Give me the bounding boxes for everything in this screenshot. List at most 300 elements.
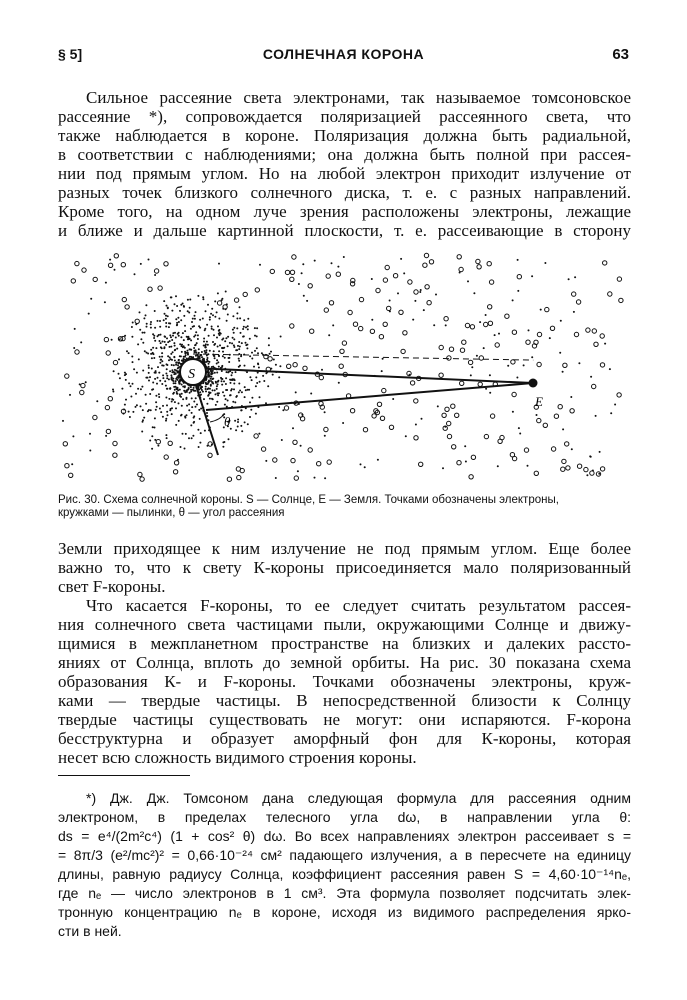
text-line: Сильное рассеяние света электронами, так называемое томсоновское (86, 88, 631, 107)
electron-dot (232, 329, 234, 331)
electron-dot (125, 399, 127, 401)
electron-dot (187, 336, 189, 338)
electron-dot (145, 377, 147, 379)
electron-dot (184, 347, 186, 349)
electron-dot (145, 394, 147, 396)
electron-dot (389, 300, 391, 302)
electron-dot (162, 377, 164, 379)
section-number: § 5] (58, 46, 83, 62)
electron-dot (164, 346, 166, 348)
electron-dot (181, 405, 183, 407)
dust-particle (71, 279, 75, 283)
dust-particle (385, 265, 389, 269)
electron-dot (213, 329, 215, 331)
electron-dot (216, 363, 218, 365)
dust-particle (576, 300, 580, 304)
electron-dot (169, 388, 171, 390)
dust-particle (460, 381, 464, 385)
electron-dot (145, 304, 147, 306)
electron-dot (181, 384, 183, 386)
electron-dot (187, 299, 189, 301)
dust-particle (329, 301, 333, 305)
dust-particle (551, 447, 555, 451)
electron-dot (204, 329, 206, 331)
electron-dot (168, 322, 170, 324)
electron-dot (135, 406, 137, 408)
electron-dot (239, 306, 241, 308)
electron-dot (218, 366, 220, 368)
dust-particle (484, 434, 488, 438)
electron-dot (174, 401, 176, 403)
electron-dot (245, 326, 247, 328)
electron-dot (306, 300, 308, 302)
electron-dot (238, 358, 240, 360)
electron-dot (445, 324, 447, 326)
electron-dot (178, 335, 180, 337)
electron-dot (230, 390, 232, 392)
electron-dot (247, 318, 249, 320)
dust-particle (524, 448, 528, 452)
dust-particle (537, 332, 541, 336)
electron-dot (592, 470, 594, 472)
electron-dot (175, 362, 177, 364)
electron-dot (249, 401, 251, 403)
electron-dot (188, 409, 190, 411)
electron-dot (184, 391, 186, 393)
sun-label: S (188, 367, 195, 382)
electron-dot (165, 344, 167, 346)
footnote-line: длины, равную радиусу Солнца, коэффициент рассеяния равен S = 4,60·10⁻¹⁴nₑ, (58, 866, 631, 882)
electron-dot (158, 372, 160, 374)
scattered-ray (206, 383, 533, 410)
electron-dot (128, 352, 130, 354)
electron-dot (412, 319, 414, 321)
electron-dot (467, 280, 469, 282)
text-line: Кроме того, на одном луче зрения расположены электроны, лежащие (58, 202, 631, 221)
electron-dot (161, 364, 163, 366)
electron-dot (200, 354, 202, 356)
electron-dot (200, 432, 202, 434)
electron-dot (217, 325, 219, 327)
electron-dot (231, 374, 233, 376)
electron-dot (169, 370, 171, 372)
electron-dot (531, 356, 533, 358)
electron-dot (218, 350, 220, 352)
electron-dot (233, 332, 235, 334)
electron-dot (158, 393, 160, 395)
electron-dot (275, 477, 277, 479)
electron-dot (166, 404, 168, 406)
electron-dot (182, 433, 184, 435)
dust-particle (427, 301, 431, 305)
electron-dot (590, 376, 592, 378)
electron-dot (178, 366, 180, 368)
electron-dot (197, 338, 199, 340)
electron-dot (268, 344, 270, 346)
electron-dot (197, 429, 199, 431)
electron-dot (180, 336, 182, 338)
electron-dot (233, 338, 235, 340)
electron-dot (143, 417, 145, 419)
dust-particle (240, 468, 244, 472)
electron-dot (200, 408, 202, 410)
electron-dot (171, 369, 173, 371)
dust-particle (326, 274, 330, 278)
electron-dot (251, 352, 253, 354)
electron-dot (214, 389, 216, 391)
electron-dot (207, 360, 209, 362)
electron-dot (494, 334, 496, 336)
electron-dot (183, 315, 185, 317)
electron-dot (166, 368, 168, 370)
electron-dot (167, 414, 169, 416)
electron-dot (223, 380, 225, 382)
dust-particle (487, 262, 491, 266)
electron-dot (141, 386, 143, 388)
dust-particle (543, 423, 547, 427)
dust-particle (105, 405, 109, 409)
electron-dot (168, 378, 170, 380)
electron-dot (181, 351, 183, 353)
electron-dot (259, 264, 261, 266)
electron-dot (194, 315, 196, 317)
electron-dot (164, 335, 166, 337)
dust-particle (489, 280, 493, 284)
electron-dot (128, 382, 130, 384)
electron-dot (139, 329, 141, 331)
electron-dot (206, 412, 208, 414)
electron-dot (155, 409, 157, 411)
electron-dot (206, 355, 208, 357)
electron-dot (158, 396, 160, 398)
electron-dot (254, 350, 256, 352)
dust-particle (154, 269, 158, 273)
electron-dot (242, 336, 244, 338)
dust-particle (490, 414, 494, 418)
dust-particle (537, 418, 541, 422)
electron-dot (181, 344, 183, 346)
electron-dot (165, 315, 167, 317)
electron-dot (172, 378, 174, 380)
electron-dot (517, 259, 519, 261)
electron-dot (179, 355, 181, 357)
dust-particle (106, 429, 110, 433)
electron-dot (207, 344, 209, 346)
dust-particle (419, 462, 423, 466)
electron-dot (364, 466, 366, 468)
electron-dot (113, 370, 115, 372)
dust-particle (113, 453, 117, 457)
dust-particle (156, 440, 160, 444)
electron-dot (142, 370, 144, 372)
electron-dot (234, 401, 236, 403)
electron-dot (137, 388, 139, 390)
electron-dot (371, 319, 373, 321)
electron-dot (598, 473, 600, 475)
text-line: твердые частицы существовать не могут: они испаряются. F-корона (58, 710, 631, 729)
electron-dot (170, 346, 172, 348)
footnote-line: *) Дж. Дж. Томсоном дана следующая формула для рассеяния одним (86, 790, 631, 806)
electron-dot (222, 391, 224, 393)
electron-dot (201, 356, 203, 358)
electron-dot (190, 349, 192, 351)
electron-dot (178, 332, 180, 334)
electron-dot (201, 351, 203, 353)
electron-dot (195, 311, 197, 313)
dust-particle (592, 329, 596, 333)
electron-dot (199, 418, 201, 420)
electron-dot (171, 339, 173, 341)
electron-dot (251, 379, 253, 381)
dust-particle (447, 356, 451, 360)
dust-particle (65, 464, 69, 468)
electron-dot (206, 341, 208, 343)
electron-dot (155, 401, 157, 403)
electron-dot (182, 332, 184, 334)
electron-dot (157, 366, 159, 368)
electron-dot (292, 427, 294, 429)
electron-dot (163, 300, 165, 302)
electron-dot (198, 446, 200, 448)
electron-dot (194, 318, 196, 320)
electron-dot (165, 418, 167, 420)
text-line: несет всю сложность видимого строения короны. (58, 748, 417, 767)
electron-dot (154, 417, 156, 419)
electron-dot (178, 361, 180, 363)
electron-dot (184, 356, 186, 358)
electron-dot (191, 321, 193, 323)
electron-dot (180, 446, 182, 448)
electron-dot (153, 357, 155, 359)
electron-dot (105, 282, 107, 284)
dust-particle (565, 442, 569, 446)
electron-dot (256, 382, 258, 384)
electron-dot (148, 380, 150, 382)
electron-dot (195, 397, 197, 399)
electron-dot (224, 357, 226, 359)
electron-dot (465, 461, 467, 463)
electron-dot (574, 276, 576, 278)
electron-dot (250, 409, 252, 411)
electron-dot (174, 369, 176, 371)
electron-dot (149, 393, 151, 395)
electron-dot (153, 337, 155, 339)
electron-dot (144, 350, 146, 352)
electron-dot (137, 343, 139, 345)
electron-dot (171, 371, 173, 373)
dust-particle (261, 447, 265, 451)
electron-dot (614, 404, 616, 406)
electron-dot (215, 381, 217, 383)
electron-dot (148, 365, 150, 367)
electron-dot (238, 383, 240, 385)
electron-dot (150, 327, 152, 329)
electron-dot (169, 346, 171, 348)
electron-dot (152, 333, 154, 335)
dust-particle (208, 453, 212, 457)
electron-dot (328, 334, 330, 336)
electron-dot (240, 354, 242, 356)
electron-dot (314, 477, 316, 479)
electron-dot (193, 401, 195, 403)
electron-dot (257, 352, 259, 354)
electron-dot (155, 347, 157, 349)
dust-particle (164, 262, 168, 266)
electron-dot (222, 338, 224, 340)
electron-dot (246, 347, 248, 349)
electron-dot (119, 377, 121, 379)
electron-dot (145, 403, 147, 405)
electron-dot (243, 326, 245, 328)
electron-dot (189, 392, 191, 394)
electron-dot (173, 382, 175, 384)
electron-dot (89, 450, 91, 452)
electron-dot (144, 332, 146, 334)
electron-dot (483, 347, 485, 349)
electron-dot (172, 399, 174, 401)
electron-dot (202, 296, 204, 298)
electron-dot (237, 426, 239, 428)
electron-dot (397, 292, 399, 294)
electron-dot (599, 451, 601, 453)
electron-dot (217, 381, 219, 383)
electron-dot (175, 295, 177, 297)
electron-dot (189, 307, 191, 309)
electron-dot (169, 409, 171, 411)
electron-dot (243, 319, 245, 321)
electron-dot (217, 346, 219, 348)
dust-particle (377, 402, 381, 406)
electron-dot (247, 423, 249, 425)
electron-dot (157, 320, 159, 322)
dust-particle (488, 305, 492, 309)
electron-dot (188, 403, 190, 405)
electron-dot (409, 374, 411, 376)
electron-dot (205, 310, 207, 312)
electron-dot (471, 366, 473, 368)
electron-dot (249, 416, 251, 418)
electron-dot (225, 337, 227, 339)
dust-particle (545, 307, 549, 311)
electron-dot (258, 433, 260, 435)
electron-dot (332, 324, 334, 326)
electron-dot (196, 404, 198, 406)
electron-dot (211, 308, 213, 310)
electron-dot (162, 341, 164, 343)
dust-particle (114, 254, 118, 258)
dust-particle (243, 292, 247, 296)
electron-dot (168, 398, 170, 400)
electron-dot (202, 358, 204, 360)
electron-dot (298, 283, 300, 285)
electron-dot (105, 435, 107, 437)
electron-dot (275, 364, 277, 366)
dust-particle (457, 255, 461, 259)
electron-dot (159, 362, 161, 364)
electron-dot (208, 372, 210, 374)
electron-dot (161, 383, 163, 385)
electron-dot (211, 326, 213, 328)
electron-dot (528, 329, 530, 331)
electron-dot (225, 377, 227, 379)
electron-dot (212, 378, 214, 380)
electron-dot (151, 368, 153, 370)
electron-dot (217, 383, 219, 385)
electron-dot (189, 338, 191, 340)
electron-dot (174, 349, 176, 351)
electron-dot (212, 389, 214, 391)
dust-particle (526, 340, 530, 344)
electron-dot (280, 336, 282, 338)
electron-dot (146, 323, 148, 325)
dust-particle (469, 475, 473, 479)
electron-dot (205, 379, 207, 381)
electron-dot (214, 372, 216, 374)
text-line: в соответствии с наблюдениями; она должна быть полной при рассея- (58, 145, 631, 164)
electron-dot (171, 364, 173, 366)
dust-particle (158, 286, 162, 290)
dust-particle (227, 477, 231, 481)
electron-dot (279, 365, 281, 367)
electron-dot (259, 381, 261, 383)
electron-dot (498, 333, 500, 335)
electron-dot (185, 354, 187, 356)
caption-line: Рис. 30. Схема солнечной короны. S — Солнце, E — Земля. Точками обозначены электроны, (58, 494, 559, 506)
electron-dot (126, 350, 128, 352)
electron-dot (237, 421, 239, 423)
electron-dot (207, 376, 209, 378)
electron-dot (204, 430, 206, 432)
dust-particle (237, 475, 241, 479)
electron-dot (160, 346, 162, 348)
electron-dot (151, 357, 153, 359)
electron-dot (228, 438, 230, 440)
electron-dot (215, 393, 217, 395)
electron-dot (421, 418, 423, 420)
dust-particle (424, 253, 428, 257)
electron-dot (176, 305, 178, 307)
electron-dot (132, 411, 134, 413)
electron-dot (173, 373, 175, 375)
electron-dot (405, 435, 407, 437)
electron-dot (192, 435, 194, 437)
incident-ray (193, 376, 218, 455)
dust-particle (81, 383, 85, 387)
electron-dot (71, 463, 73, 465)
electron-dot (150, 321, 152, 323)
electron-dot (72, 435, 74, 437)
dust-particle (284, 406, 288, 410)
electron-dot (213, 350, 215, 352)
electron-dot (143, 317, 145, 319)
electron-dot (173, 356, 175, 358)
electron-dot (112, 389, 114, 391)
running-title: СОЛНЕЧНАЯ КОРОНА (262, 46, 425, 62)
electron-dot (140, 263, 142, 265)
electron-dot (142, 409, 144, 411)
dust-particle (273, 458, 277, 462)
electron-dot (179, 310, 181, 312)
electron-dot (214, 357, 216, 359)
electron-dot (216, 311, 218, 313)
electron-dot (140, 338, 142, 340)
electron-dot (184, 385, 186, 387)
dust-particle (600, 334, 604, 338)
electron-dot (149, 376, 151, 378)
dust-particle (534, 471, 538, 475)
dust-particle (387, 306, 391, 310)
dust-particle (512, 392, 516, 396)
